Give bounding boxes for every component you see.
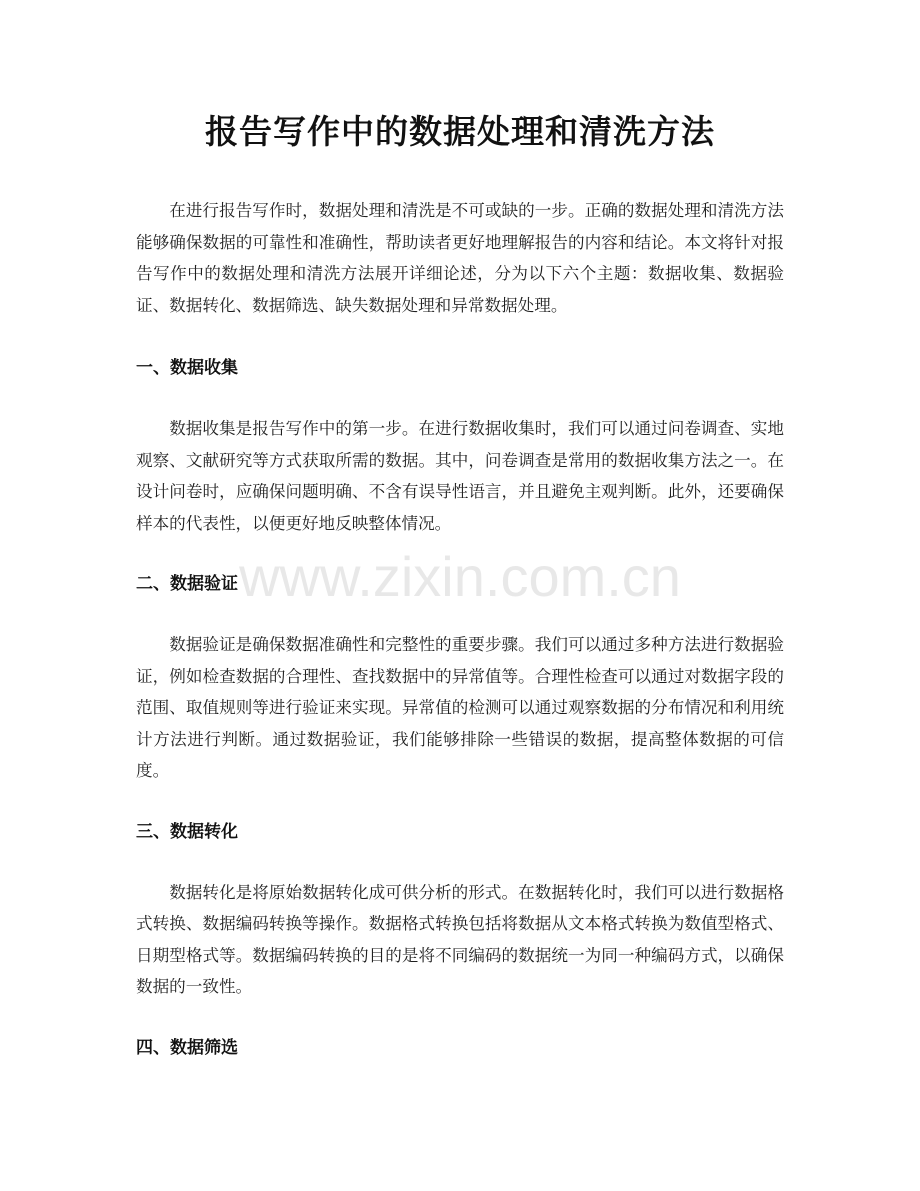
document-title: 报告写作中的数据处理和清洗方法 xyxy=(205,112,715,151)
section-body-data-transformation: 数据转化是将原始数据转化成可供分析的形式。在数据转化时，我们可以进行数据格式转换、数据编码转换等操作。数据格式转换包括将数据从文本格式转换为数值型格式、日期型格式等。数据编码转换的目的是将不同编码的数据统一为同一种编码方式，以确保数据的一致性。 xyxy=(136,882,784,996)
section-heading-data-filtering: 四、数据筛选 xyxy=(136,1037,238,1058)
section-body-data-collection: 数据收集是报告写作中的第一步。在进行数据收集时，我们可以通过问卷调查、实地观察、文献研究等方式获取所需的数据。其中，问卷调查是常用的数据收集方法之一。在设计问卷时，应确保问题明确、不含有误导性语言，并且避免主观判断。此外，还要确保样本的代表性，以便更好地反映整体情况。 xyxy=(136,419,784,533)
watermark-text: www.zixin.com.cn xyxy=(239,545,681,608)
section-heading-data-transformation: 三、数据转化 xyxy=(136,821,238,842)
section-heading-data-collection: 一、数据收集 xyxy=(136,358,238,378)
section-heading-data-validation: 二、数据验证 xyxy=(136,574,238,594)
section-body-data-validation: 数据验证是确保数据准确性和完整性的重要步骤。我们可以通过多种方法进行数据验证，例如检查数据的合理性、查找数据中的异常值等。合理性检查可以通过对数据字段的范围、取值规则等进行验证来实现。异常值的检测可以通过观察数据的分布情况和利用统计方法进行判断。通过数据验证，我们能够排除一些错误的数据，提高整体数据的可信度。 xyxy=(136,635,784,780)
intro-paragraph: 在进行报告写作时，数据处理和清洗是不可或缺的一步。正确的数据处理和清洗方法能够确保数据的可靠性和准确性，帮助读者更好地理解报告的内容和结论。本文将针对报告写作中的数据处理和清洗方法展开详细论述，分为以下六个主题：数据收集、数据验证、数据转化、数据筛选、缺失数据处理和异常数据处理。 xyxy=(136,201,784,315)
